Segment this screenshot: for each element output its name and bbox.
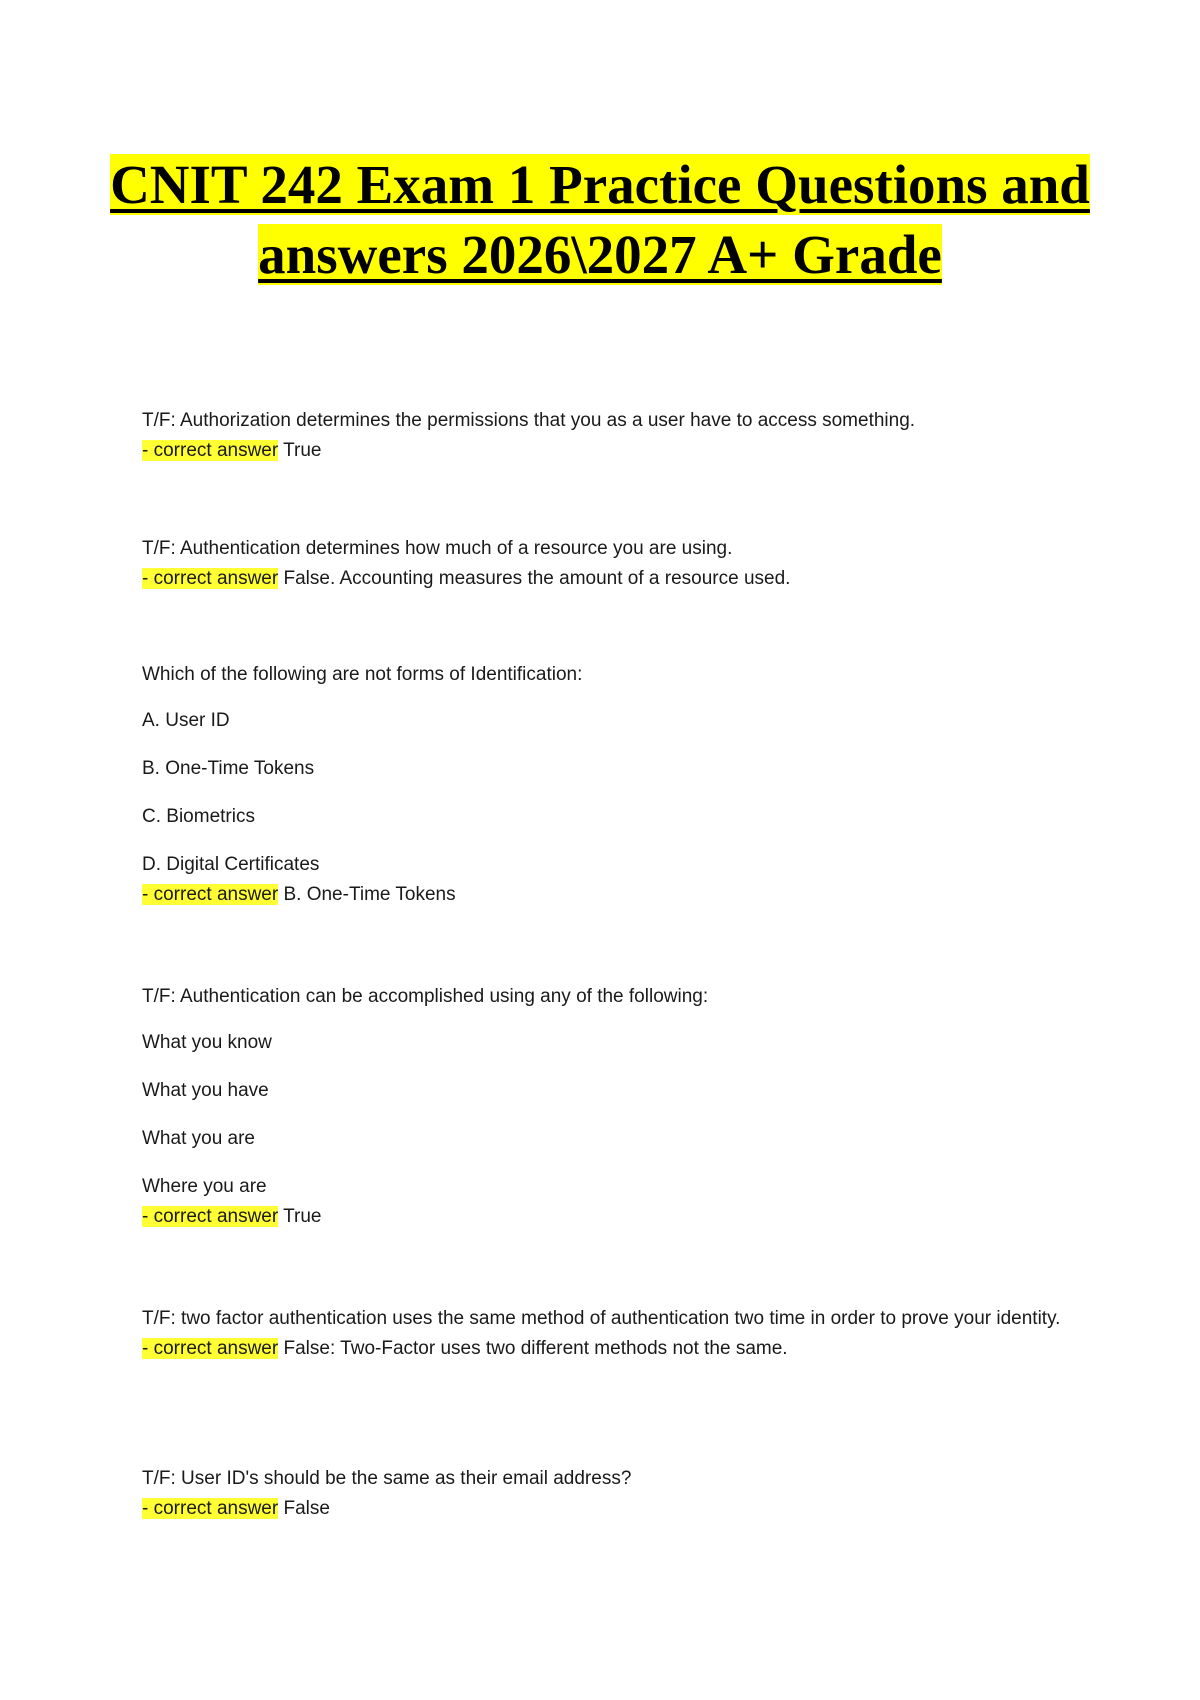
option-item: What you know [142, 1032, 272, 1053]
correct-answer-marker: - correct answer [142, 884, 279, 905]
document-title [100, 150, 1100, 290]
title-line-2: answers 2026\2027 A+ Grade [258, 224, 942, 285]
correct-answer-marker: - correct answer [142, 568, 279, 589]
answer-text: True [283, 1206, 322, 1227]
option-item: B. One-Time Tokens [142, 758, 315, 779]
option-item: C. Biometrics [142, 806, 255, 827]
answer-text: False. Accounting measures the amount of a resource used. [283, 568, 791, 589]
correct-answer-marker: - correct answer [142, 1498, 279, 1519]
answer-line [142, 436, 1082, 466]
question-text: T/F: Authorization determines the permissions that you as a user have to access something. [142, 410, 916, 431]
question-text: T/F: Authentication can be accomplished using any of the following: [142, 986, 709, 1007]
correct-answer-marker: - correct answer [142, 1206, 279, 1227]
question-text: T/F: Authentication determines how much of a resource you are using. [142, 538, 733, 559]
answer-line [142, 1494, 1082, 1524]
option-item: D. Digital Certificates [142, 854, 320, 875]
option-item: Where you are [142, 1176, 267, 1197]
qa-item-5 [142, 1304, 1082, 1364]
answer-text: False [283, 1498, 330, 1519]
qa-item-3 [142, 660, 1082, 910]
title-line-1: CNIT 242 Exam 1 Practice Questions and [110, 154, 1090, 215]
correct-answer-marker: - correct answer [142, 1338, 279, 1359]
correct-answer-marker: - correct answer [142, 440, 279, 461]
qa-item-2 [142, 534, 1082, 594]
answer-line [142, 1334, 1082, 1364]
question-text: Which of the following are not forms of Identification: [142, 664, 583, 685]
question-text: T/F: User ID's should be the same as their email address? [142, 1468, 632, 1489]
answer-line [142, 880, 1082, 910]
qa-item-6 [142, 1464, 1082, 1524]
answer-text: B. One-Time Tokens [283, 884, 456, 905]
qa-item-1 [142, 406, 1082, 466]
option-item: What you are [142, 1128, 255, 1149]
answer-line [142, 1202, 1082, 1232]
answer-text: False: Two-Factor uses two different methods not the same. [283, 1338, 788, 1359]
option-item: A. User ID [142, 710, 230, 731]
answer-line [142, 564, 1082, 594]
question-text: T/F: two factor authentication uses the same method of authentication two time in order to prove your identity. [142, 1308, 1061, 1329]
qa-item-4 [142, 982, 1082, 1232]
option-item: What you have [142, 1080, 269, 1101]
answer-text: True [283, 440, 322, 461]
